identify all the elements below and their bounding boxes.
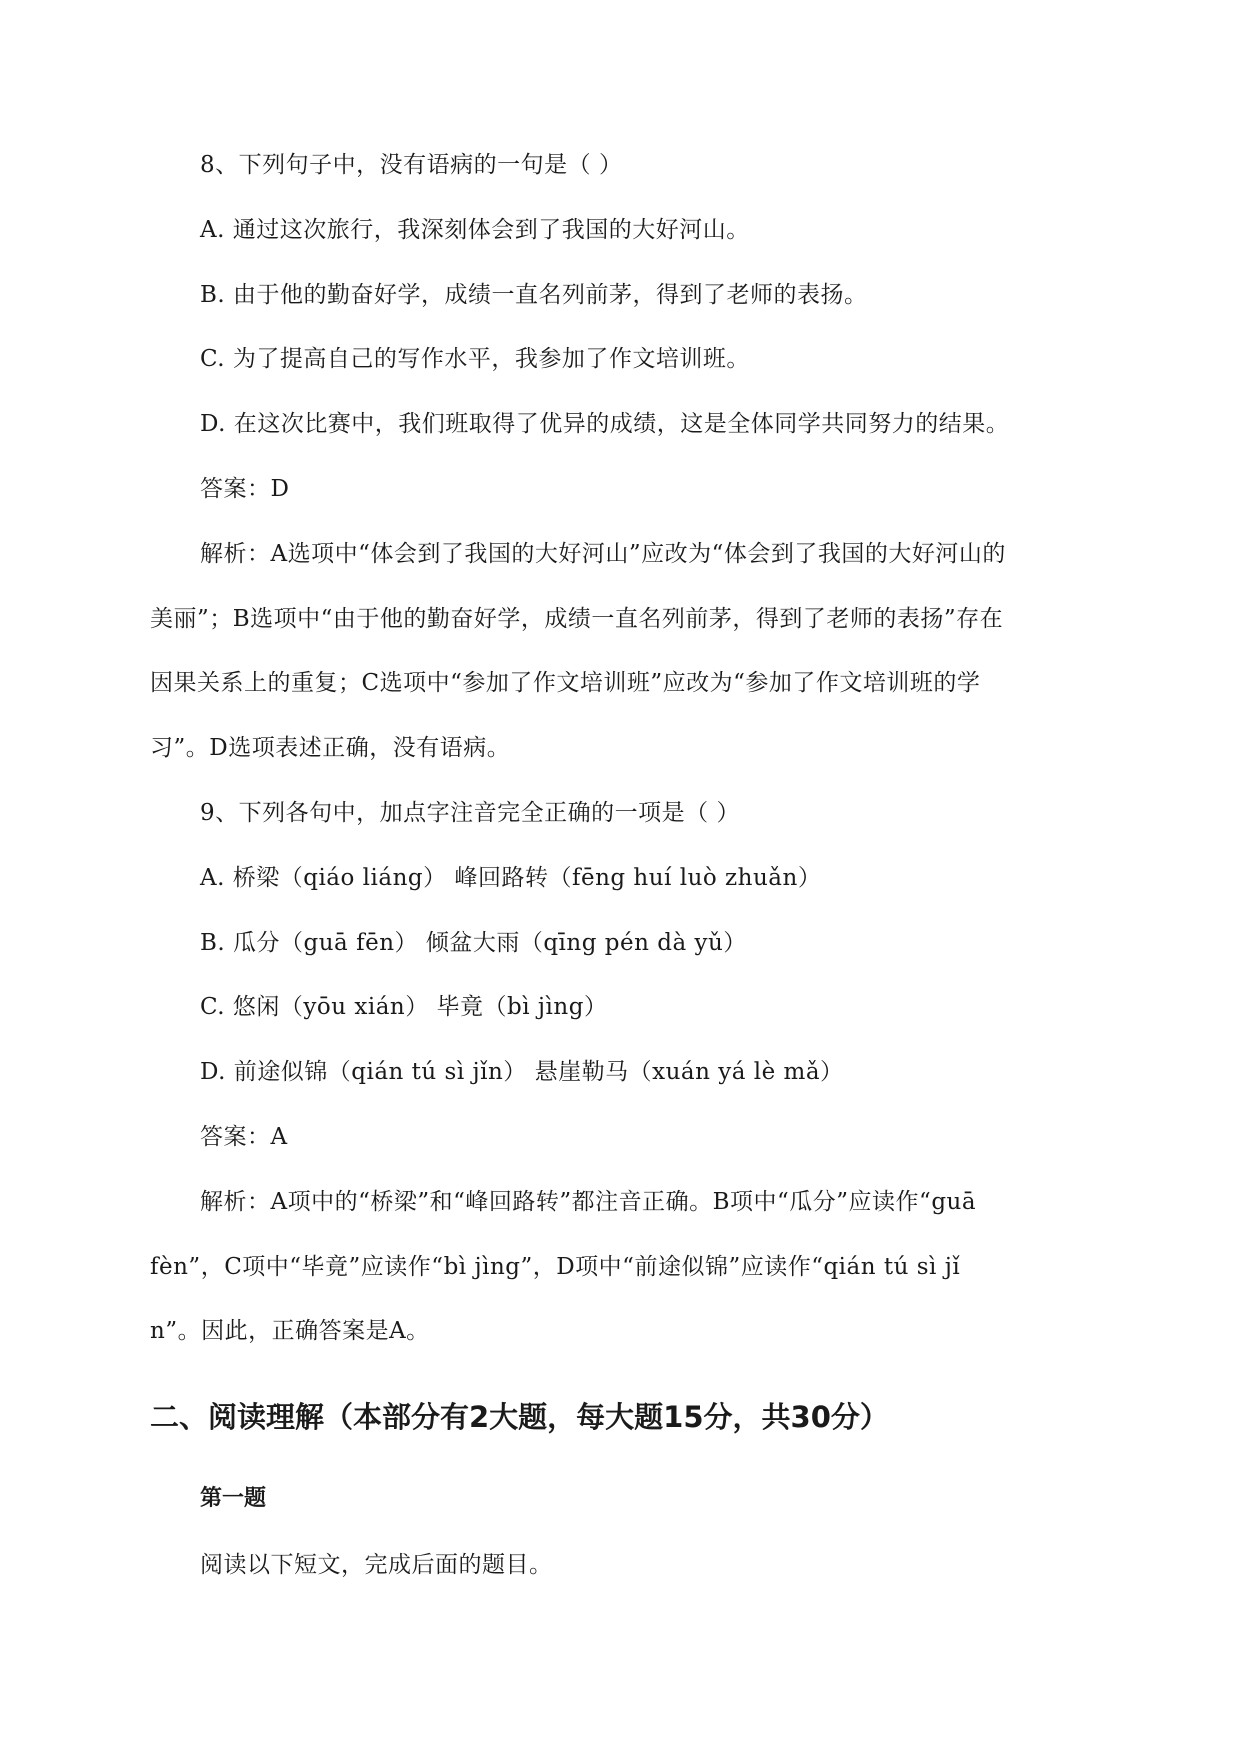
- question-8-option-a: A. 通过这次旅行，我深刻体会到了我国的大好河山。: [200, 217, 750, 243]
- question-8-analysis-line: 因果关系上的重复；C选项中“参加了作文培训班”应改为“参加了作文培训班的学: [150, 670, 981, 696]
- question-8-analysis-line: 解析：A选项中“体会到了我国的大好河山”应改为“体会到了我国的大好河山的: [200, 541, 1006, 567]
- question-8-option-b: B. 由于他的勤奋好学，成绩一直名列前茅，得到了老师的表扬。: [200, 282, 868, 308]
- question-9-analysis-line: 解析：A项中的“桥梁”和“峰回路转”都注音正确。B项中“瓜分”应读作“guā: [200, 1189, 977, 1215]
- question-9-option-a: A. 桥梁（qiáo liáng） 峰回路转（fēng huí luò zhuǎn）: [200, 865, 822, 891]
- question-9-option-d: D. 前途似锦（qián tú sì jǐn） 悬崖勒马（xuán yá lè mǎ）: [200, 1059, 844, 1085]
- question-9-analysis-line: n”。因此，正确答案是A。: [150, 1318, 430, 1344]
- question-9-answer: 答案：A: [200, 1124, 288, 1150]
- part-title: 第一题: [200, 1486, 267, 1511]
- question-9-option-b: B. 瓜分（guā fēn） 倾盆大雨（qīng pén dà yǔ）: [200, 930, 747, 956]
- section-heading: 二、阅读理解（本部分有2大题，每大题15分，共30分）: [150, 1400, 889, 1434]
- question-9-option-c: C. 悠闲（yōu xián） 毕竟（bì jìng）: [200, 994, 608, 1020]
- question-9-analysis-line: fèn”，C项中“毕竟”应读作“bì jìng”，D项中“前途似锦”应读作“qián tú sì jǐ: [150, 1254, 961, 1280]
- question-8-analysis-line: 美丽”；B选项中“由于他的勤奋好学，成绩一直名列前茅，得到了老师的表扬”存在: [150, 606, 1004, 632]
- question-9-stem: 9、下列各句中，加点字注音完全正确的一项是（ ）: [200, 800, 740, 826]
- question-8-stem: 8、下列句子中，没有语病的一句是（ ）: [200, 152, 623, 178]
- question-8-option-c: C. 为了提高自己的写作水平，我参加了作文培训班。: [200, 346, 750, 372]
- question-8-answer: 答案：D: [200, 476, 290, 502]
- question-8-analysis-line: 习”。D选项表述正确，没有语病。: [150, 735, 511, 761]
- reading-instruction: 阅读以下短文，完成后面的题目。: [200, 1552, 553, 1578]
- question-8-option-d: D. 在这次比赛中，我们班取得了优异的成绩，这是全体同学共同努力的结果。: [200, 411, 1010, 437]
